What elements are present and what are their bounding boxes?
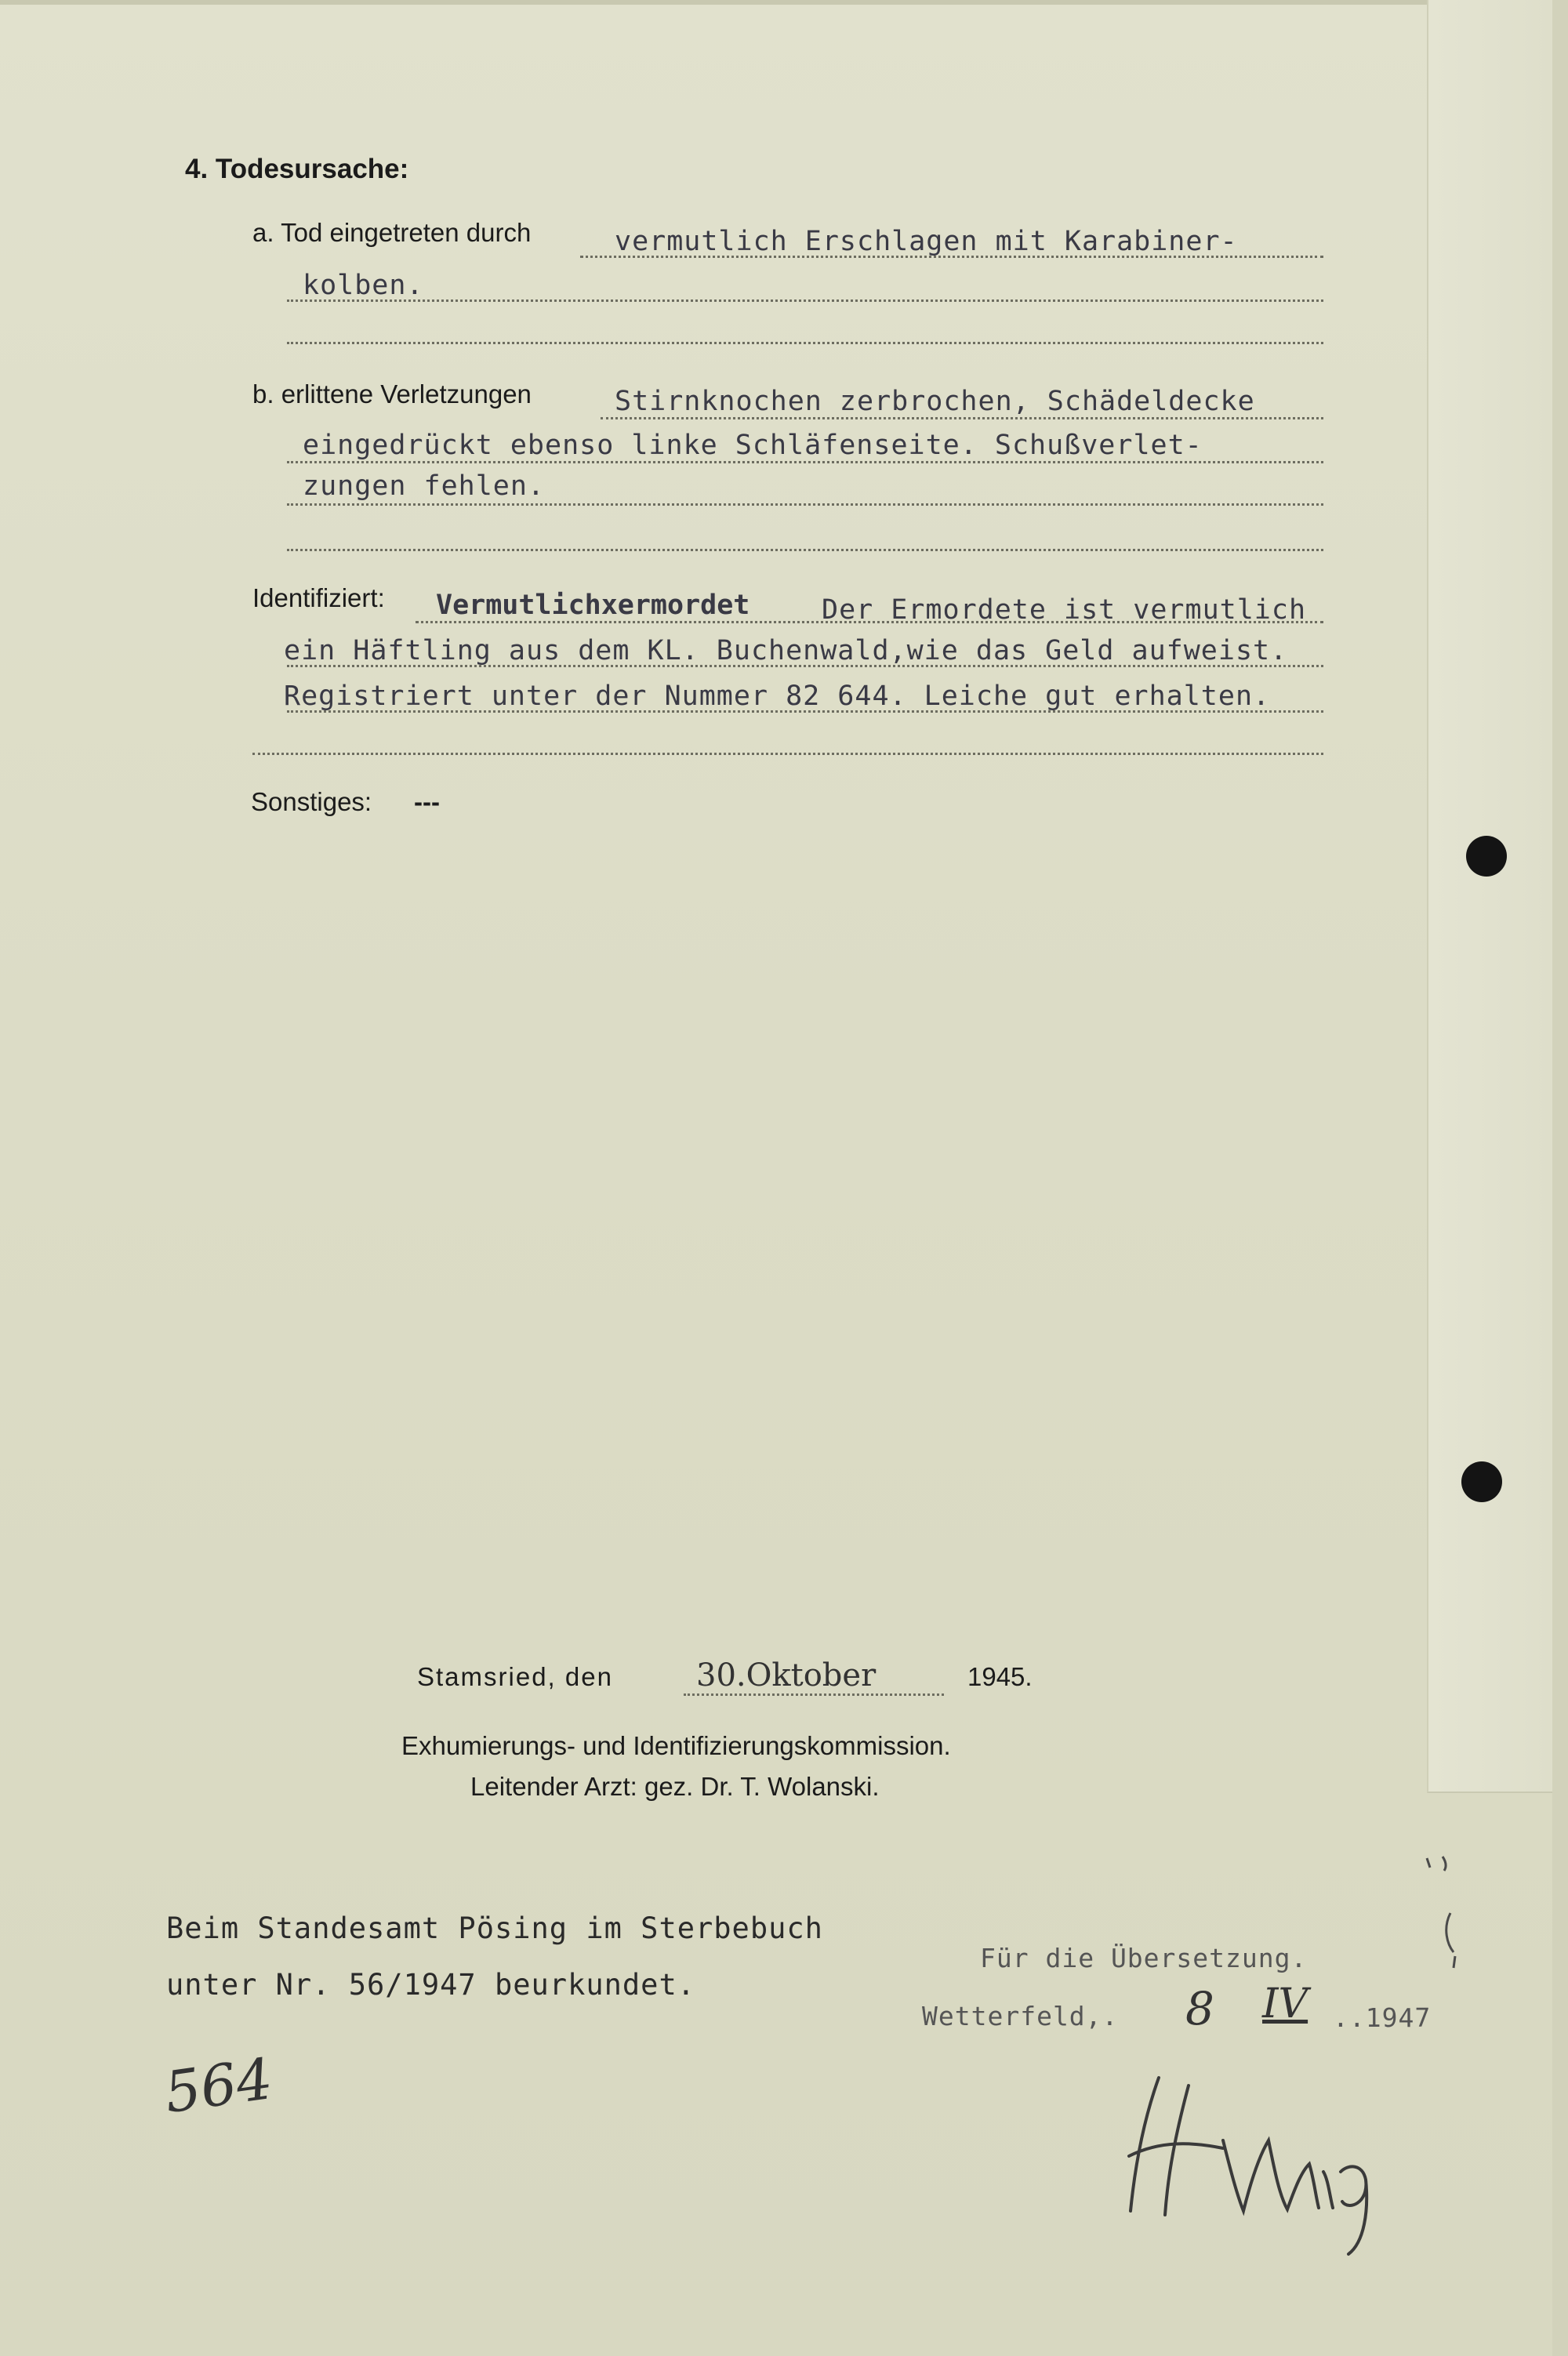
cause-text-2: kolben. — [303, 270, 424, 301]
punch-hole-upper — [1466, 836, 1507, 877]
commission-line-1: Exhumierungs- und Identifizierungskommission. — [401, 1731, 951, 1760]
injuries-text-1: Stirnknochen zerbrochen, Schädeldecke — [615, 386, 1255, 417]
overlapping-sheet — [1427, 0, 1554, 1793]
signature — [1113, 2054, 1380, 2258]
place-label: Stamsried, den — [417, 1662, 613, 1691]
top-edge — [0, 0, 1568, 5]
identified-struck-text: Vermutlichxermordet — [436, 590, 750, 621]
cause-text-1: vermutlich Erschlagen mit Karabiner- — [615, 226, 1238, 257]
punch-hole-lower — [1461, 1461, 1502, 1502]
cause-label: a. Tod eingetreten durch — [252, 218, 532, 247]
translation-date-day: 8 — [1185, 1982, 1214, 2035]
other-value: --- — [414, 787, 440, 816]
date-dots — [684, 1693, 944, 1696]
other-label: Sonstiges: — [251, 787, 372, 816]
injuries-label: b. erlittene Verletzungen — [252, 379, 532, 408]
identified-text-3: Registriert unter der Nummer 82 644. Leiche gut erhalten. — [284, 681, 1271, 712]
injuries-line-4-dots — [287, 549, 1323, 551]
identified-label: Identifiziert: — [252, 583, 385, 612]
translation-date-month: IV — [1262, 1980, 1308, 2027]
cause-line-2-dots — [287, 299, 1323, 302]
injuries-line-3-dots — [287, 503, 1323, 506]
date-day-month: 30.Oktober — [696, 1657, 877, 1693]
identified-line-4-dots — [252, 753, 1323, 755]
commission-line-2: Leitender Arzt: gez. Dr. T. Wolanski. — [470, 1772, 880, 1801]
translation-line-1: Für die Übersetzung. — [980, 1943, 1308, 1973]
translation-place: Wetterfeld,. — [922, 2001, 1119, 2031]
section-heading: 4. Todesursache: — [185, 154, 409, 184]
injuries-text-3: zungen fehlen. — [303, 470, 546, 502]
registry-line-1: Beim Standesamt Pösing im Sterbebuch — [166, 1911, 823, 1945]
identified-text-1: Der Ermordete ist vermutlich — [822, 594, 1307, 626]
margin-marks — [1419, 1850, 1466, 1976]
injuries-line-1-dots — [601, 417, 1323, 419]
date-year: 1945. — [967, 1662, 1033, 1691]
margin-note: 564 — [160, 2045, 277, 2126]
registry-line-2: unter Nr. 56/1947 beurkundet. — [166, 1968, 696, 2002]
cause-line-3-dots — [287, 342, 1323, 344]
identified-text-2: ein Häftling aus dem KL. Buchenwald,wie das Geld aufweist. — [284, 635, 1288, 666]
injuries-line-2-dots — [287, 461, 1323, 463]
right-edge — [1552, 0, 1568, 2356]
translation-date-year: ..1947 — [1333, 2002, 1432, 2033]
injuries-text-2: eingedrückt ebenso linke Schläfenseite. Schußverlet- — [303, 430, 1203, 461]
